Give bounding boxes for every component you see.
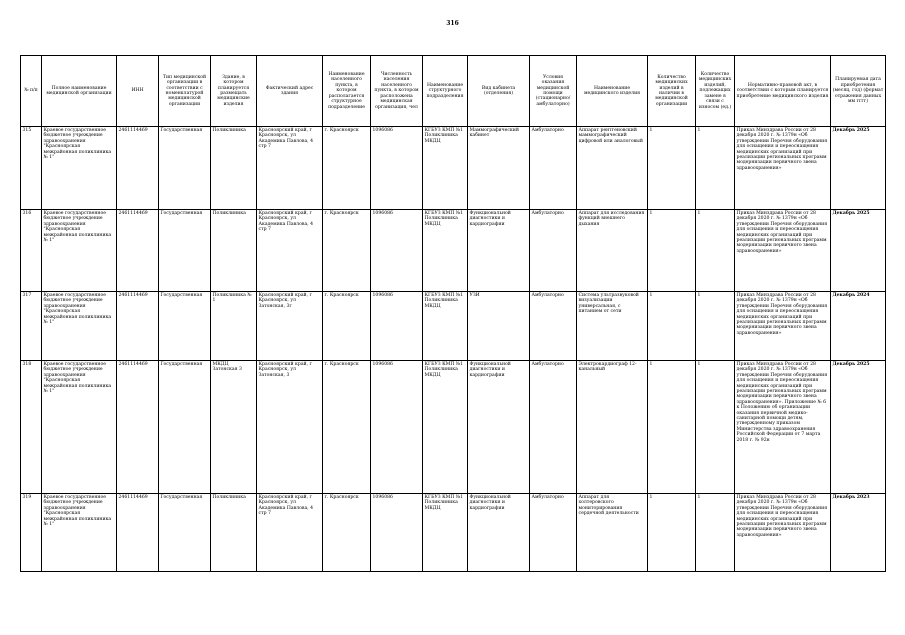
locality: г. Красноярск: [323, 494, 371, 572]
header-cell: ИНН: [117, 56, 159, 127]
locality: г. Красноярск: [323, 127, 371, 210]
locality: г. Красноярск: [323, 361, 371, 494]
header-cell: № п/п: [21, 56, 42, 127]
legal-act: Приказ Минздрава России от 28 декабря 2020 г. № 1379н «Об утверждении Перечня оборудования для оснащения и переоснащения медицинских организаций при реализации региональных программ модернизации первичного звена здравоохранения»: [735, 292, 831, 361]
org-type: Государственная: [159, 361, 211, 494]
address: Красноярский край, г Красноярск, ул Затонская, 3: [257, 361, 323, 494]
legal-act: Приказ Минздрава России от 28 декабря 2020 г. № 1379н «Об утверждении Перечня оборудования для оснащения и переоснащения медицинских организаций при реализации региональных программ модернизации первичного звена здравоохранения»: [735, 127, 831, 210]
page-number: 316: [446, 20, 459, 27]
legal-act: Приказ Минздрава России от 28 декабря 2020 г. № 1379н «Об утверждении Перечня оборудования для оснащения и переоснащения медицинских организаций при реализации региональных программ модернизации первичного звена здравоохранения»: [735, 494, 831, 572]
table-row: [21, 361, 886, 494]
building: Поликлиника: [211, 494, 257, 572]
table-row: [21, 494, 886, 572]
header-cell: Нормативно-правовой акт, в соответствии с которым планируется приобретение медицинского изделия: [735, 56, 831, 127]
device: Аппарат для холтеровского мониторирования сердечной деятельности: [577, 494, 648, 572]
qty-have: 1: [648, 361, 696, 494]
qty-replace: 1: [696, 494, 735, 572]
inn: 2461114469: [117, 494, 159, 572]
building: Поликлиника: [211, 210, 257, 292]
org-type: Государственная: [159, 292, 211, 361]
legal-act: Приказ Минздрава России от 28 декабря 2020 г. № 1379н «Об утверждении Перечня оборудования для оснащения и переоснащения медицинских организаций при реализации региональных программ модернизации первичного звена здравоохранения»: [735, 210, 831, 292]
legal-act: Приказ Минздрава России от 28 декабря 2020 г. № 1379н «Об утверждении Перечня оборудования для оснащения и переоснащения медицинских организаций при реализации региональных программ модернизации первичного звена здравоохранения». Приложение № 6 к Положению об организации оказания первичной медико-санитарной помощи детям, утвержденному приказом Министерства здравоохранения Российской Федерации от 7 марта 2018 г. № 92н: [735, 361, 831, 494]
conditions: Амбулаторно: [530, 494, 577, 572]
org-name: Краевое государственное бюджетное учреждение здравоохранения "Красноярская межрайонная поликлиника № 1": [42, 292, 117, 361]
inn: 2461114469: [117, 127, 159, 210]
conditions: Амбулаторно: [530, 210, 577, 292]
building: Поликлиника № 1: [211, 292, 257, 361]
equipment-table: [20, 55, 886, 572]
qty-replace: 1: [696, 361, 735, 494]
qty-have: 1: [648, 292, 696, 361]
inn: 2461114469: [117, 361, 159, 494]
device: Электрокардиограф 12-канальный: [577, 361, 648, 494]
header-cell: Тип медицинской организации в соответствии с номенклатурой медицинской организации: [159, 56, 211, 127]
unit: КГБУЗ КМП №1 Поликлиника МКДЦ: [423, 127, 468, 210]
header-cell: Наименование структурного подразделения: [423, 56, 468, 127]
population: 1096086: [371, 361, 423, 494]
unit: КГБУЗ КМП №1 Поликлиника МКДЦ: [423, 361, 468, 494]
header-cell: Вид кабинета (отделения): [468, 56, 530, 127]
table-row: [21, 210, 886, 292]
conditions: Амбулаторно: [530, 292, 577, 361]
purchase-date: Декабрь 2025: [831, 361, 886, 494]
cabinet: Маммографический кабинет: [468, 127, 530, 210]
header-cell: Здание, в котором планируется размещать медицинские изделия: [211, 56, 257, 127]
purchase-date: Декабрь 2025: [831, 127, 886, 210]
unit: КГБУЗ КМП №1 Поликлиника МКДЦ: [423, 292, 468, 361]
qty-have: 1: [648, 210, 696, 292]
inn: 2461114469: [117, 210, 159, 292]
header-cell: Наименование населенного пункта, в котором располагается структурное подразделение: [323, 56, 371, 127]
cabinet: Функциональной диагностики и кардиографии: [468, 210, 530, 292]
locality: г. Красноярск: [323, 210, 371, 292]
row-number: 316: [21, 210, 42, 292]
address: Красноярский край, г Красноярск, ул Академика Павлова, 4 стр 7: [257, 210, 323, 292]
org-name: Краевое государственное бюджетное учреждение здравоохранения "Красноярская межрайонная поликлиника № 1": [42, 127, 117, 210]
population: 1096086: [371, 494, 423, 572]
population: 1096086: [371, 210, 423, 292]
population: 1096086: [371, 292, 423, 361]
cabinet: Функциональной диагностики и кардиографии: [468, 361, 530, 494]
unit: КГБУЗ КМП №1 Поликлиника МКДЦ: [423, 494, 468, 572]
conditions: Амбулаторно: [530, 361, 577, 494]
building: МКДЦ Затонская 3: [211, 361, 257, 494]
building: Поликлиника: [211, 127, 257, 210]
header-cell: Фактический адрес здания: [257, 56, 323, 127]
org-name: Краевое государственное бюджетное учреждение здравоохранения "Красноярская межрайонная поликлиника № 1": [42, 210, 117, 292]
population: 1096086: [371, 127, 423, 210]
header-cell: Полное наименование медицинской организации: [42, 56, 117, 127]
org-type: Государственная: [159, 127, 211, 210]
inn: 2461114469: [117, 292, 159, 361]
row-number: 318: [21, 361, 42, 494]
row-number: 319: [21, 494, 42, 572]
org-name: Краевое государственное бюджетное учреждение здравоохранения "Красноярская межрайонная поликлиника № 1": [42, 494, 117, 572]
qty-replace: 1: [696, 127, 735, 210]
org-type: Государственная: [159, 210, 211, 292]
row-number: 315: [21, 127, 42, 210]
row-number: 317: [21, 292, 42, 361]
purchase-date: Декабрь 2024: [831, 292, 886, 361]
purchase-date: Декабрь 2025: [831, 210, 886, 292]
header-cell: Количество медицинских изделий в наличии в медицинской организации: [648, 56, 696, 127]
org-type: Государственная: [159, 494, 211, 572]
cabinet: Функциональной диагностики и кардиографии: [468, 494, 530, 572]
address: Красноярский край, г Красноярск, ул Академика Павлова, 4 стр 7: [257, 494, 323, 572]
qty-have: 1: [648, 127, 696, 210]
qty-replace: 1: [696, 292, 735, 361]
header-cell: Численность населения населенного пункта, в котором расположена медицинская организация, чел: [371, 56, 423, 127]
device: Аппарат для исследования функций внешнего дыхания: [577, 210, 648, 292]
address: Красноярский край, г Красноярск, ул Академика Павлова, 4 стр 7: [257, 127, 323, 210]
address: Красноярский край, г Красноярск, ул Затонская, 3г: [257, 292, 323, 361]
unit: КГБУЗ КМП №1 Поликлиника МКДЦ: [423, 210, 468, 292]
purchase-date: Декабрь 2023: [831, 494, 886, 572]
header-cell: Условия оказания медицинской помощи (стационарно/амбулаторно): [530, 56, 577, 127]
table-row: [21, 292, 886, 361]
org-name: Краевое государственное бюджетное учреждение здравоохранения "Красноярская межрайонная поликлиника № 1": [42, 361, 117, 494]
cabinet: УЗИ: [468, 292, 530, 361]
qty-have: 1: [648, 494, 696, 572]
header-cell: Планируемая дата приобретения (месяц, год) (формат отражения данных мм гггг): [831, 56, 886, 127]
table-row: [21, 127, 886, 210]
device: Система ультразвуковой визуализации универсальная, с питанием от сети: [577, 292, 648, 361]
qty-replace: 1: [696, 210, 735, 292]
header-cell: Наименование медицинского изделия: [577, 56, 648, 127]
locality: г. Красноярск: [323, 292, 371, 361]
device: Аппарат рентгеновский маммографический цифровой или аналоговый: [577, 127, 648, 210]
conditions: Амбулаторно: [530, 127, 577, 210]
header-row: [21, 56, 886, 127]
header-cell: Количество медицинских изделий, подлежащих замене в связи с износом (ед.): [696, 56, 735, 127]
